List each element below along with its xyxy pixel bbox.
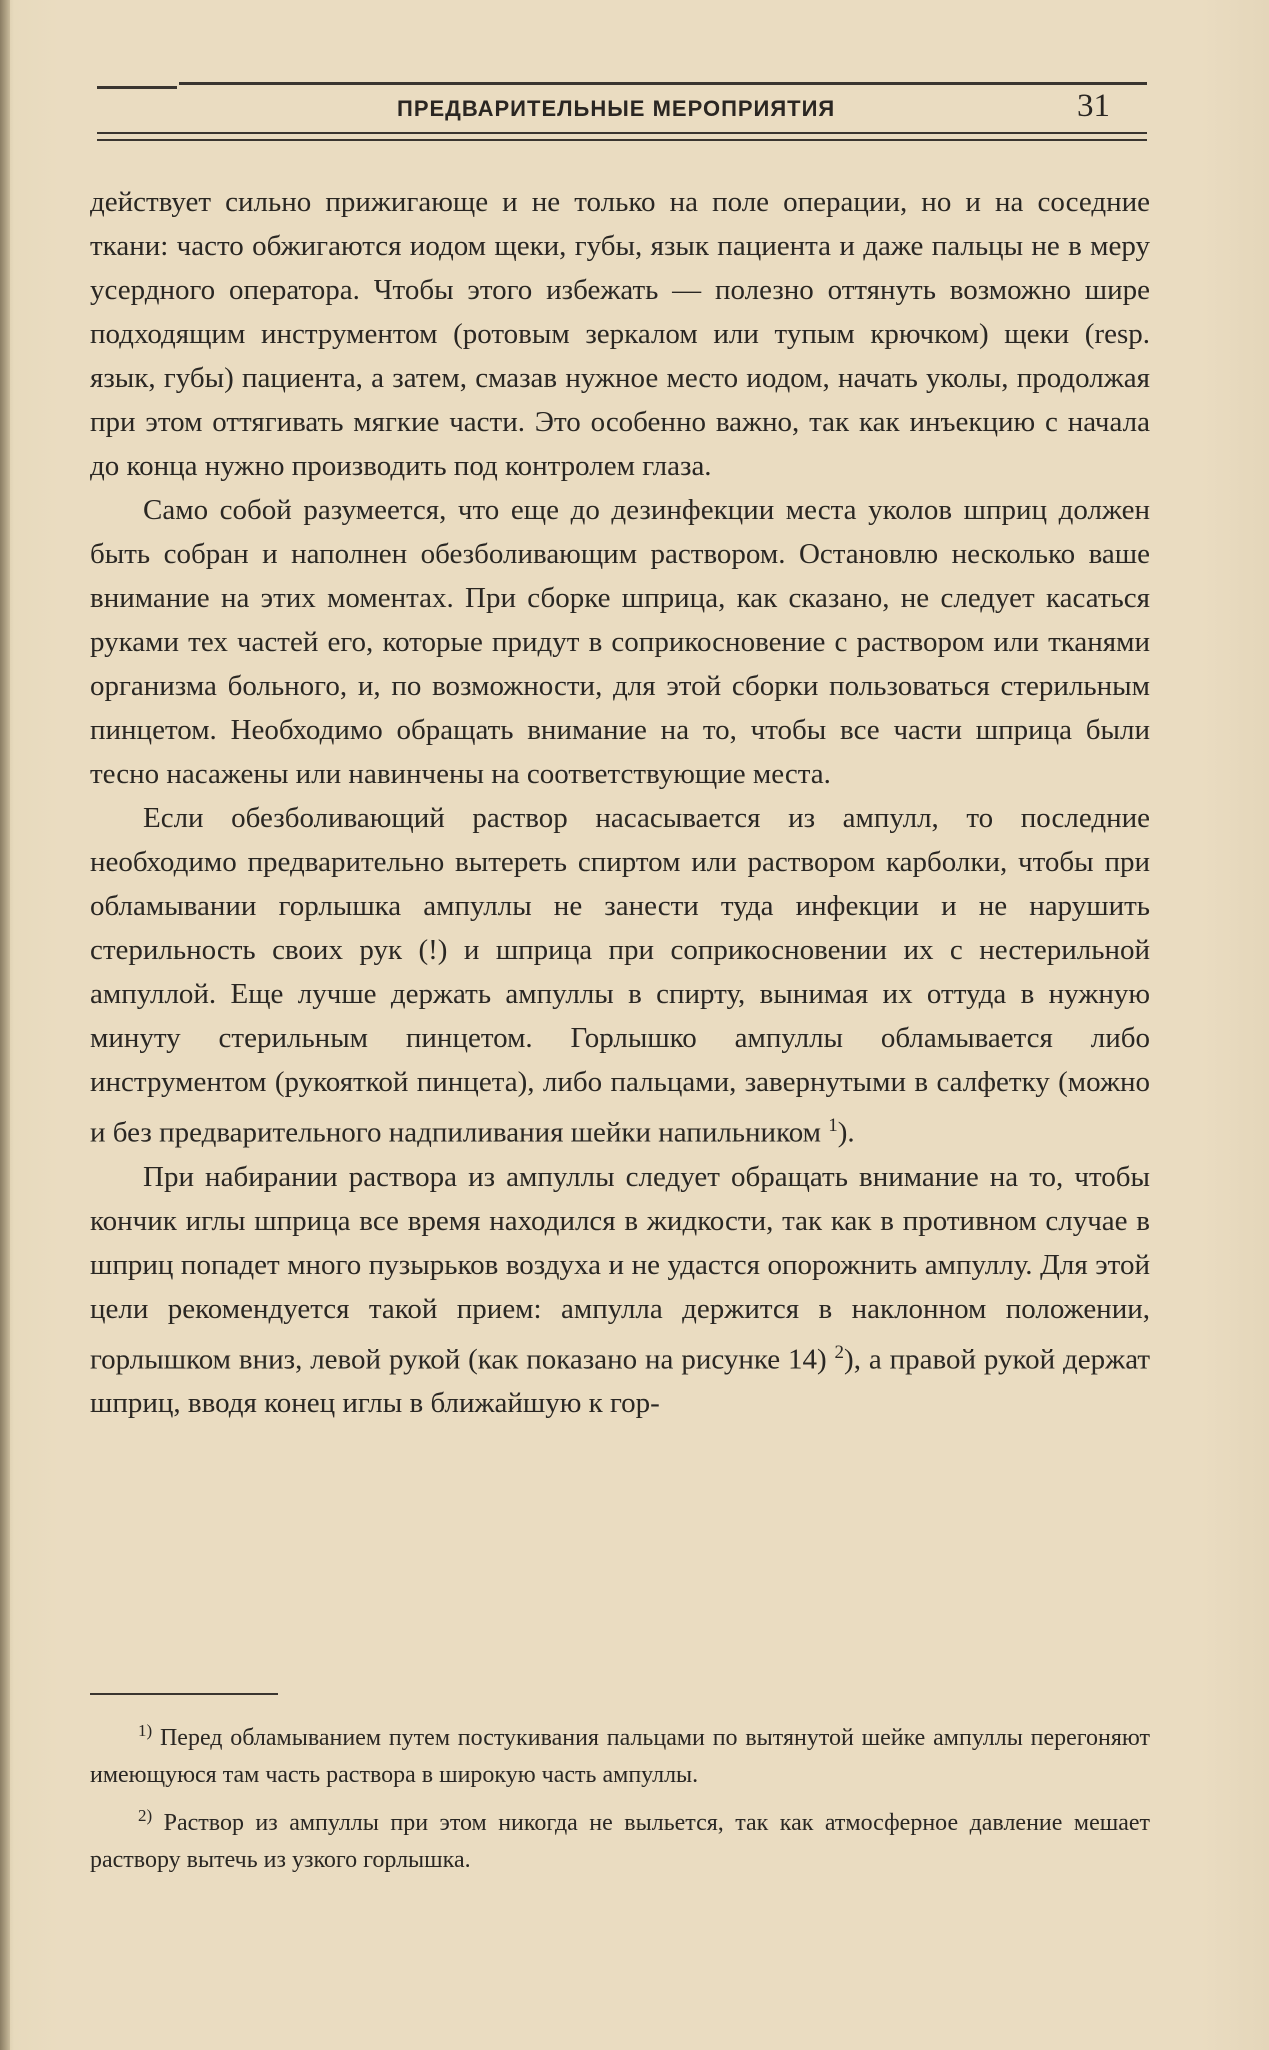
paragraph-4	[90, 1155, 1150, 1426]
header-rule-bottom-1	[97, 132, 1147, 134]
header-rule-top	[179, 82, 1147, 85]
paragraph-2: Само собой разумеется, что еще до дезинфекции места уколов шприц должен быть собран и наполнен обезболивающим раствором. Остановлю несколько ваше внимание на этих моментах. При сборке шприца, как сказано, не следует касаться руками тех частей его, которые придут в соприкосновение с раствором или тканями организма больного, и, по возможности, для этой сборки пользоваться стерильным пинцетом. Необходимо обращать внимание на то, чтобы все части шприца были тесно насажены или навинчены на соответствующие места.	[90, 494, 1150, 790]
footnote-1-text: Перед обламыванием путем постукивания пальцами по вытянутой шейке ампуллы перегоняют имеющуюся там часть раствора в широкую часть ампуллы.	[90, 1725, 1151, 1788]
paragraph-3-text: Если обезболивающий раствор насасывается из ампулл, то последние необходимо предварительно вытереть спиртом или раствором карболки, чтобы при обламывании горлышка ампуллы не занести туда инфекции и не нарушить стерильность своих рук (!) и шприца при соприкосновении их с нестерильной ампуллой. Еще лучше держать ампуллы в спирту, вынимая их оттуда в нужную минуту стерильным пинцетом. Горлышко ампуллы обламывается либо инструментом (рукояткой пинцета), либо пальцами, завернутыми в салфетку (можно и без предварительного надпиливания шейки напильником	[90, 802, 1150, 1149]
main-text	[90, 180, 1150, 1425]
running-title: ПРЕДВАРИТЕЛЬНЫЕ МЕРОПРИЯТИЯ	[397, 96, 836, 121]
footnote-ref-1: 1	[828, 1115, 838, 1136]
footnote-2-mark: 2	[138, 1806, 147, 1825]
paragraph-4-text: При набирании раствора из ампуллы следует обращать внимание на то, чтобы кончик иглы шприца все время находился в жидкости, так как в противном случае в шприц попадет много пузырьков воздуха и не удастся опорожнить ампуллу. Для этой цели рекомендуется такой прием: ампулла держится в наклонном положении, горлышком вниз, левой рукой (как показано на рисунке 14)	[90, 1160, 1150, 1376]
header-rule-left	[97, 86, 177, 89]
footnotes	[90, 1712, 1150, 1882]
page-spine-shadow	[0, 0, 10, 2050]
footnote-2-text: Раствор из ампуллы при этом никогда не выльется, так как атмосферное давление мешает раствору вытечь из узкого горлышка.	[90, 1810, 1150, 1873]
header-rule-bottom-2	[97, 139, 1147, 141]
paragraph-4-tail: ), а правой рукой держат шприц, вводя конец иглы в ближайшую к гор-	[90, 1343, 1150, 1420]
paragraph-3-tail: ).	[837, 1116, 855, 1149]
page-number: 31	[1077, 88, 1110, 124]
footnote-1-mark-paren: )	[146, 1721, 153, 1740]
footnote-2	[90, 1797, 1150, 1879]
page-header	[97, 78, 1147, 148]
paragraph-1: действует сильно прижигающе и не только на поле операции, но и на соседние ткани: часто обжигаются иодом щеки, губы, язык пациента и даже пальцы не в меру усердного оператора. Чтобы этого избежать — полезно оттянуть возможно шире подходящим инструментом (ротовым зеркалом или тупым крючком) щеки (resp. язык, губы) пациента, а затем, смазав нужное место иодом, начать уколы, продолжая при этом оттягивать мягкие части. Это особенно важно, так как инъекцию с начала до конца нужно производить под контролем глаза.	[90, 186, 1150, 482]
footnote-1	[90, 1712, 1150, 1794]
footnote-ref-2: 2	[834, 1341, 845, 1363]
footnote-2-mark-paren: )	[146, 1806, 153, 1825]
paragraph-3	[90, 796, 1150, 1155]
footnote-1-mark: 1	[138, 1721, 147, 1740]
footnote-separator	[90, 1693, 278, 1695]
